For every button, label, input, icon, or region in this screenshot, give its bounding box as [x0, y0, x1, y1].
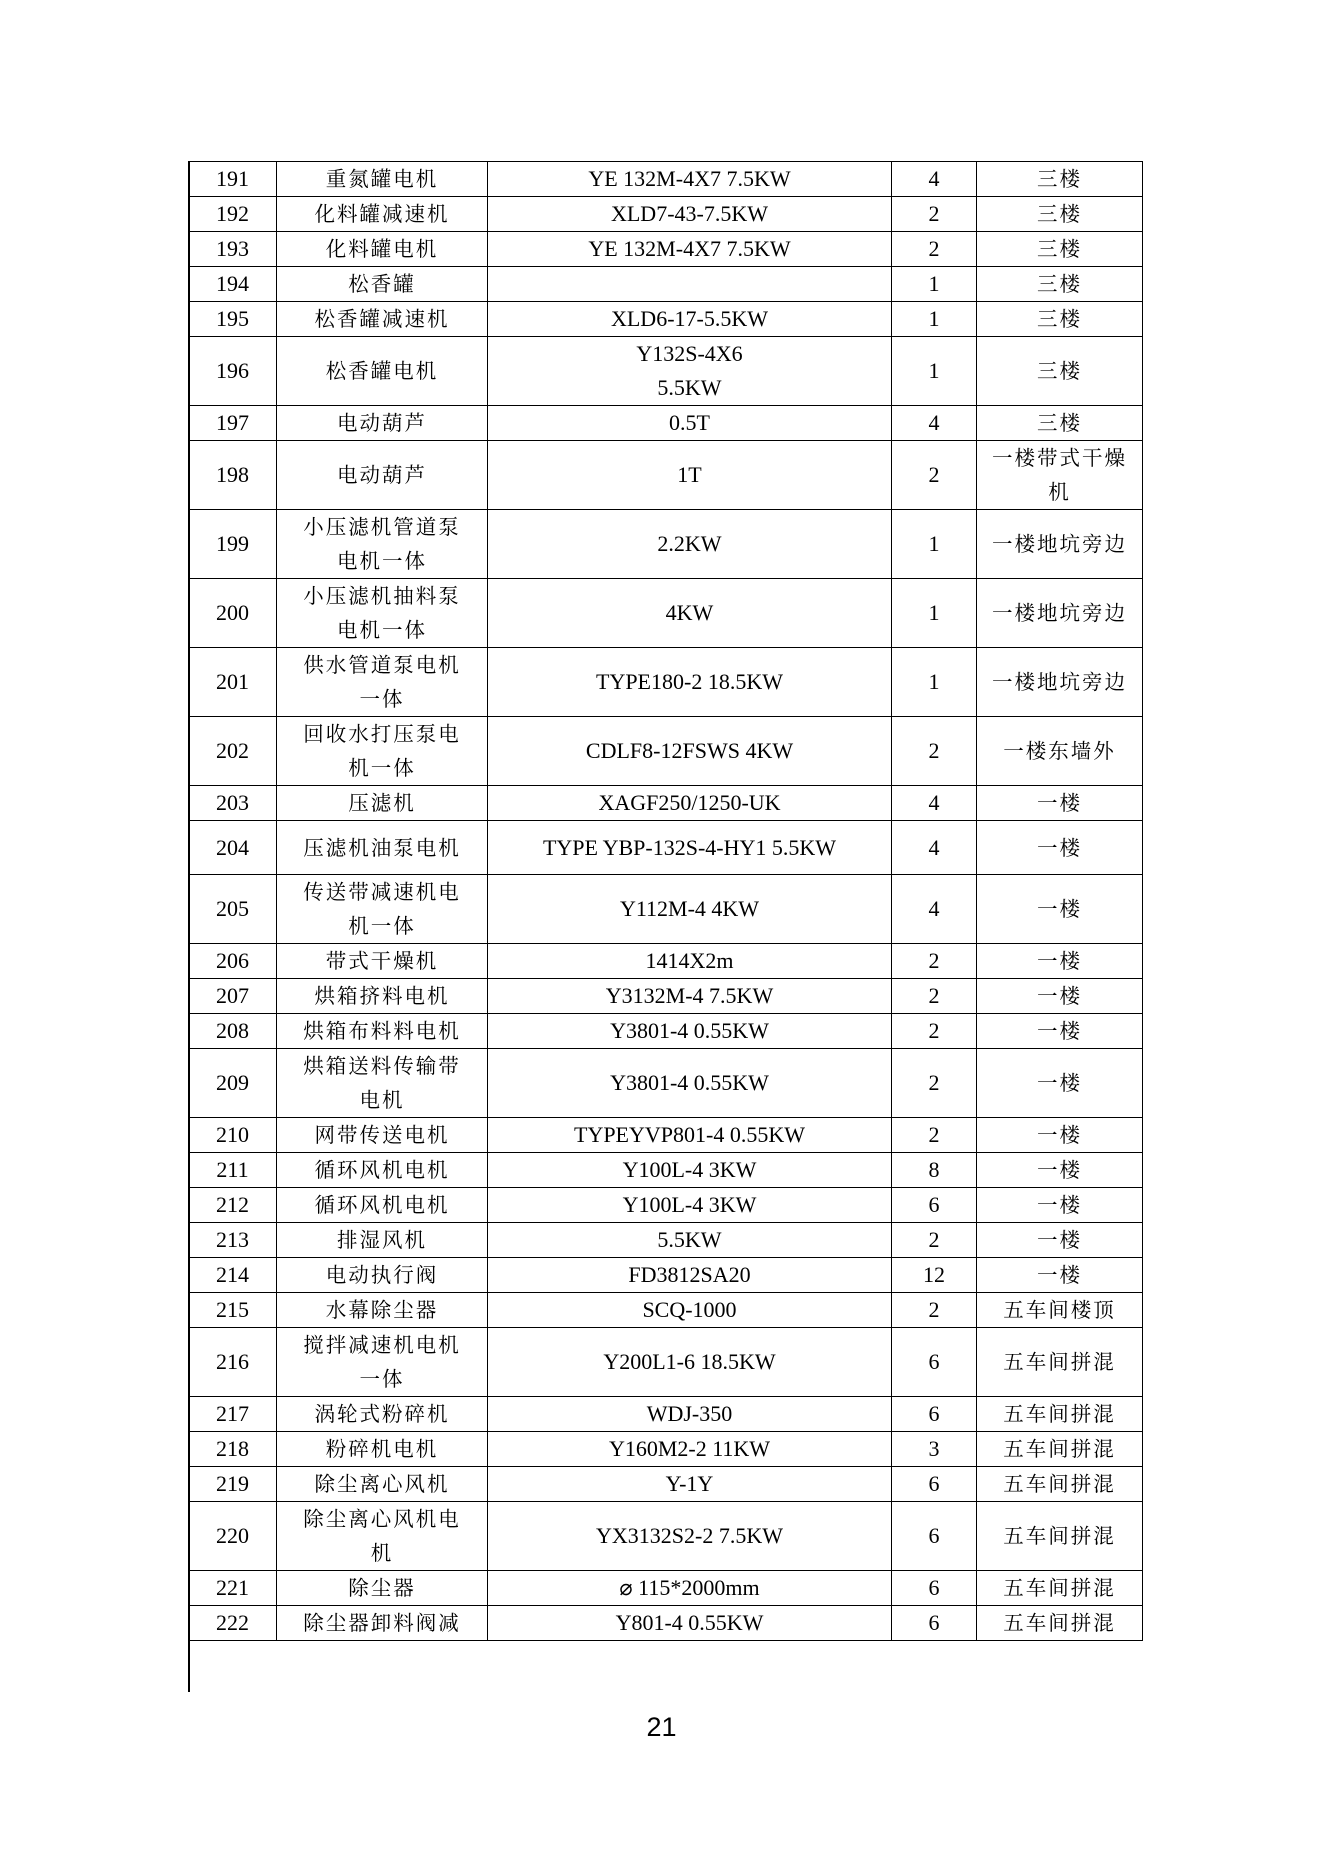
cell-qty: 2	[892, 1293, 977, 1328]
cell-no: 207	[189, 979, 277, 1014]
cell-location: 三楼	[977, 406, 1143, 441]
cell-name: 烘箱送料传输带 电机	[277, 1049, 488, 1118]
cell-no: 201	[189, 648, 277, 717]
cell-qty: 2	[892, 1223, 977, 1258]
cell-spec: 0.5T	[488, 406, 892, 441]
cell-name: 带式干燥机	[277, 944, 488, 979]
cell-no: 202	[189, 717, 277, 786]
cell-qty: 4	[892, 821, 977, 875]
cell-name: 除尘器	[277, 1571, 488, 1606]
cell-qty: 1	[892, 267, 977, 302]
cell-qty: 6	[892, 1188, 977, 1223]
cell-no: 205	[189, 875, 277, 944]
cell-no: 197	[189, 406, 277, 441]
cell-name: 松香罐	[277, 267, 488, 302]
table-row	[189, 1467, 1143, 1502]
cell-name: 除尘离心风机	[277, 1467, 488, 1502]
cell-spec: Y100L-4 3KW	[488, 1153, 892, 1188]
cell-name: 回收水打压泵电 机一体	[277, 717, 488, 786]
cell-name: 化料罐电机	[277, 232, 488, 267]
cell-spec: SCQ-1000	[488, 1293, 892, 1328]
cell-location: 一楼地坑旁边	[977, 579, 1143, 648]
cell-qty: 2	[892, 717, 977, 786]
cell-location: 一楼地坑旁边	[977, 510, 1143, 579]
cell-spec: ⌀ 115*2000mm	[488, 1571, 892, 1606]
cell-location: 三楼	[977, 162, 1143, 197]
table-row	[189, 821, 1143, 875]
cell-name: 搅拌减速机电机 一体	[277, 1328, 488, 1397]
cell-spec: Y100L-4 3KW	[488, 1188, 892, 1223]
cell-location: 五车间拼混	[977, 1432, 1143, 1467]
cell-spec: XAGF250/1250-UK	[488, 786, 892, 821]
cell-location: 一楼	[977, 786, 1143, 821]
cell-qty: 2	[892, 1118, 977, 1153]
cell-location: 五车间楼顶	[977, 1293, 1143, 1328]
cell-location: 三楼	[977, 337, 1143, 406]
cell-qty: 4	[892, 162, 977, 197]
cell-qty: 6	[892, 1571, 977, 1606]
cell-location: 五车间拼混	[977, 1502, 1143, 1571]
cell-name: 排湿风机	[277, 1223, 488, 1258]
cell-location: 一楼带式干燥 机	[977, 441, 1143, 510]
table-row	[189, 441, 1143, 510]
cell-qty: 1	[892, 337, 977, 406]
cell-no: 204	[189, 821, 277, 875]
cell-location: 三楼	[977, 197, 1143, 232]
cell-spec: Y160M2-2 11KW	[488, 1432, 892, 1467]
cell-qty: 2	[892, 944, 977, 979]
table-row	[189, 1118, 1143, 1153]
cell-name: 水幕除尘器	[277, 1293, 488, 1328]
equipment-table	[188, 161, 1143, 1641]
cell-qty: 4	[892, 406, 977, 441]
cell-spec: CDLF8-12FSWS 4KW	[488, 717, 892, 786]
cell-spec: 5.5KW	[488, 1223, 892, 1258]
cell-spec: TYPE YBP-132S-4-HY1 5.5KW	[488, 821, 892, 875]
cell-qty: 4	[892, 786, 977, 821]
table-row	[189, 197, 1143, 232]
cell-qty: 1	[892, 579, 977, 648]
cell-no: 192	[189, 197, 277, 232]
cell-name: 烘箱挤料电机	[277, 979, 488, 1014]
table-row	[189, 944, 1143, 979]
cell-name: 粉碎机电机	[277, 1432, 488, 1467]
cell-name: 压滤机	[277, 786, 488, 821]
cell-location: 一楼	[977, 944, 1143, 979]
cell-no: 191	[189, 162, 277, 197]
cell-no: 209	[189, 1049, 277, 1118]
table-row	[189, 1502, 1143, 1571]
cell-spec: Y3801-4 0.55KW	[488, 1014, 892, 1049]
cell-name: 循环风机电机	[277, 1153, 488, 1188]
cell-name: 电动葫芦	[277, 441, 488, 510]
table-row	[189, 232, 1143, 267]
cell-name: 电动执行阀	[277, 1258, 488, 1293]
cell-qty: 2	[892, 441, 977, 510]
cell-no: 211	[189, 1153, 277, 1188]
cell-no: 216	[189, 1328, 277, 1397]
cell-name: 除尘离心风机电 机	[277, 1502, 488, 1571]
cell-qty: 6	[892, 1606, 977, 1641]
cell-name: 松香罐减速机	[277, 302, 488, 337]
table-row	[189, 267, 1143, 302]
table-row	[189, 1049, 1143, 1118]
cell-qty: 6	[892, 1328, 977, 1397]
cell-qty: 8	[892, 1153, 977, 1188]
cell-location: 一楼	[977, 979, 1143, 1014]
table-row	[189, 1606, 1143, 1641]
cell-spec: XLD6-17-5.5KW	[488, 302, 892, 337]
table-row	[189, 1571, 1143, 1606]
table-row	[189, 1014, 1143, 1049]
cell-qty: 1	[892, 510, 977, 579]
cell-location: 一楼	[977, 1188, 1143, 1223]
cell-spec: Y801-4 0.55KW	[488, 1606, 892, 1641]
cell-qty: 6	[892, 1397, 977, 1432]
cell-spec	[488, 267, 892, 302]
table-row	[189, 717, 1143, 786]
cell-location: 一楼	[977, 1049, 1143, 1118]
cell-name: 网带传送电机	[277, 1118, 488, 1153]
cell-no: 220	[189, 1502, 277, 1571]
cell-spec: YX3132S2-2 7.5KW	[488, 1502, 892, 1571]
cell-spec: Y3801-4 0.55KW	[488, 1049, 892, 1118]
cell-no: 208	[189, 1014, 277, 1049]
table-row	[189, 579, 1143, 648]
cell-no: 196	[189, 337, 277, 406]
table-row	[189, 1188, 1143, 1223]
cell-name: 电动葫芦	[277, 406, 488, 441]
table-row	[189, 648, 1143, 717]
table-row	[189, 1223, 1143, 1258]
cell-location: 一楼	[977, 1153, 1143, 1188]
cell-no: 215	[189, 1293, 277, 1328]
cell-no: 217	[189, 1397, 277, 1432]
table-row	[189, 1397, 1143, 1432]
cell-spec: YE 132M-4X7 7.5KW	[488, 232, 892, 267]
cell-spec: Y3132M-4 7.5KW	[488, 979, 892, 1014]
cell-location: 一楼	[977, 1258, 1143, 1293]
cell-spec: 2.2KW	[488, 510, 892, 579]
cell-no: 222	[189, 1606, 277, 1641]
table-row	[189, 1153, 1143, 1188]
cell-name: 小压滤机管道泵 电机一体	[277, 510, 488, 579]
table-row	[189, 979, 1143, 1014]
cell-qty: 6	[892, 1467, 977, 1502]
cell-location: 一楼	[977, 821, 1143, 875]
cell-location: 一楼	[977, 1223, 1143, 1258]
table-row	[189, 337, 1143, 406]
equipment-table-body	[189, 162, 1143, 1641]
cell-name: 供水管道泵电机 一体	[277, 648, 488, 717]
cell-qty: 1	[892, 302, 977, 337]
cell-location: 五车间拼混	[977, 1397, 1143, 1432]
cell-location: 五车间拼混	[977, 1606, 1143, 1641]
cell-spec: Y-1Y	[488, 1467, 892, 1502]
cell-spec: TYPE180-2 18.5KW	[488, 648, 892, 717]
cell-spec: Y132S-4X6 5.5KW	[488, 337, 892, 406]
cell-qty: 6	[892, 1502, 977, 1571]
table-row	[189, 875, 1143, 944]
cell-spec: WDJ-350	[488, 1397, 892, 1432]
cell-name: 小压滤机抽料泵 电机一体	[277, 579, 488, 648]
cell-spec: TYPEYVP801-4 0.55KW	[488, 1118, 892, 1153]
cell-name: 化料罐减速机	[277, 197, 488, 232]
cell-location: 五车间拼混	[977, 1571, 1143, 1606]
cell-location: 一楼东墙外	[977, 717, 1143, 786]
table-row	[189, 786, 1143, 821]
cell-qty: 3	[892, 1432, 977, 1467]
cell-no: 214	[189, 1258, 277, 1293]
cell-name: 烘箱布料料电机	[277, 1014, 488, 1049]
cell-spec: Y112M-4 4KW	[488, 875, 892, 944]
cell-qty: 2	[892, 232, 977, 267]
cell-qty: 1	[892, 648, 977, 717]
cell-spec: 4KW	[488, 579, 892, 648]
cell-location: 五车间拼混	[977, 1467, 1143, 1502]
cell-qty: 2	[892, 1049, 977, 1118]
cell-spec: Y200L1-6 18.5KW	[488, 1328, 892, 1397]
cell-no: 198	[189, 441, 277, 510]
cell-location: 一楼地坑旁边	[977, 648, 1143, 717]
cell-no: 221	[189, 1571, 277, 1606]
table-row	[189, 510, 1143, 579]
cell-name: 除尘器卸料阀减	[277, 1606, 488, 1641]
table-row	[189, 1293, 1143, 1328]
cell-spec: YE 132M-4X7 7.5KW	[488, 162, 892, 197]
table-row	[189, 406, 1143, 441]
cell-qty: 2	[892, 979, 977, 1014]
cell-no: 212	[189, 1188, 277, 1223]
cell-location: 一楼	[977, 875, 1143, 944]
cell-no: 194	[189, 267, 277, 302]
cell-no: 200	[189, 579, 277, 648]
cell-qty: 2	[892, 197, 977, 232]
cell-name: 松香罐电机	[277, 337, 488, 406]
cell-name: 循环风机电机	[277, 1188, 488, 1223]
cell-name: 压滤机油泵电机	[277, 821, 488, 875]
cell-spec: XLD7-43-7.5KW	[488, 197, 892, 232]
table-row	[189, 1432, 1143, 1467]
cell-spec: 1T	[488, 441, 892, 510]
cell-no: 210	[189, 1118, 277, 1153]
cell-spec: FD3812SA20	[488, 1258, 892, 1293]
cell-location: 一楼	[977, 1014, 1143, 1049]
cell-name: 传送带减速机电 机一体	[277, 875, 488, 944]
cell-location: 三楼	[977, 302, 1143, 337]
table-row	[189, 1328, 1143, 1397]
table-row	[189, 302, 1143, 337]
cell-no: 203	[189, 786, 277, 821]
cell-location: 三楼	[977, 232, 1143, 267]
table-row	[189, 1258, 1143, 1293]
cell-location: 五车间拼混	[977, 1328, 1143, 1397]
cell-name: 涡轮式粉碎机	[277, 1397, 488, 1432]
cell-location: 一楼	[977, 1118, 1143, 1153]
cell-no: 213	[189, 1223, 277, 1258]
cell-spec: 1414X2m	[488, 944, 892, 979]
cell-no: 218	[189, 1432, 277, 1467]
cell-no: 219	[189, 1467, 277, 1502]
cell-no: 195	[189, 302, 277, 337]
cell-no: 206	[189, 944, 277, 979]
cell-name: 重氮罐电机	[277, 162, 488, 197]
cell-no: 199	[189, 510, 277, 579]
cell-qty: 2	[892, 1014, 977, 1049]
cell-qty: 12	[892, 1258, 977, 1293]
cell-no: 193	[189, 232, 277, 267]
table-row	[189, 162, 1143, 197]
cell-location: 三楼	[977, 267, 1143, 302]
cell-qty: 4	[892, 875, 977, 944]
page-number: 21	[646, 1712, 677, 1742]
